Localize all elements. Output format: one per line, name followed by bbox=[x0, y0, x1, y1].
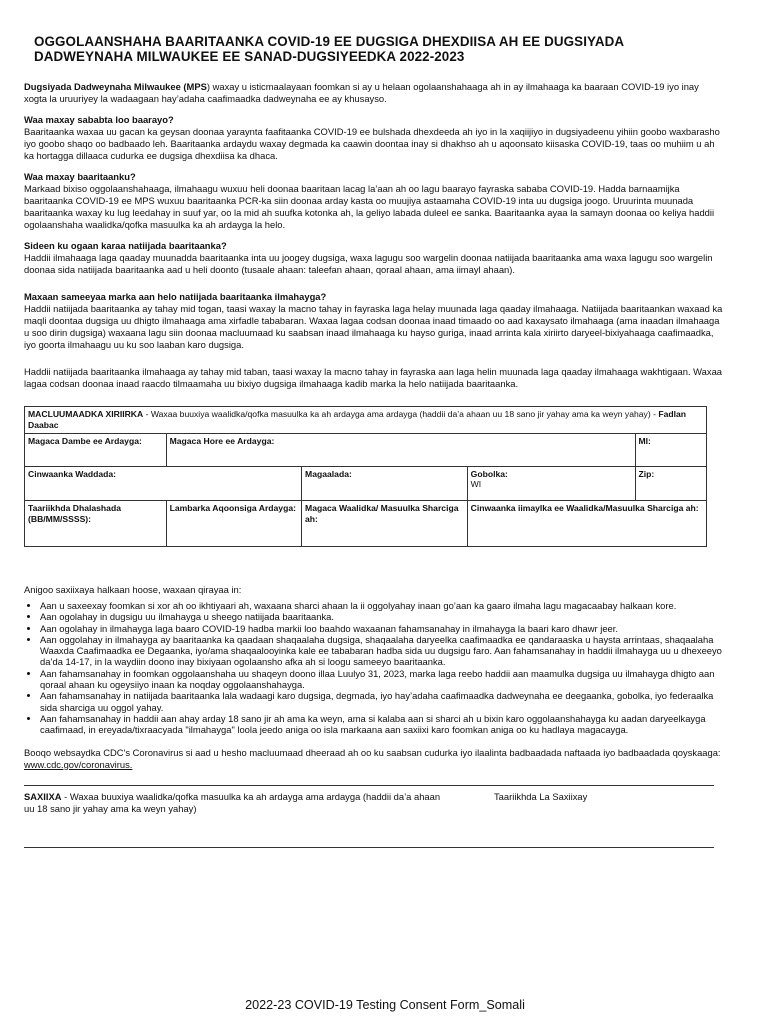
certify-list bbox=[24, 600, 724, 736]
list-item: • Aan u saxeexay foomkan si xor ah oo ikhtiyaari ah, waxaana sharci ahaan la ii oggolyahay inaan go’aan ka gaaro ilmaha lagu magacaabay halkaan kore. bbox=[40, 600, 724, 611]
section-answer: Haddii ilmahaaga laga qaaday muunadda baaritaanka inta uu joogey dugsiga, waxa lagugu soo wargelin doonaa natiijada baaritaanka ama waxa lagugu soo wargelin doonaa sida natiijada baaritaanka aad u heli doonto (tusaale ahaan: taleefan ahaan, qoraal ahaan, ama iimayl ahaan). bbox=[24, 252, 713, 275]
middle-initial-field[interactable]: MI: bbox=[635, 434, 706, 467]
city-field[interactable]: Magaalada: bbox=[302, 467, 468, 501]
signature-row bbox=[24, 791, 724, 815]
section-question: Waa maxay baaritaanku? bbox=[24, 171, 136, 182]
signature-label: SAXIIXA bbox=[24, 790, 62, 802]
form-header-thanks: Fadlan Daabac bbox=[28, 409, 687, 430]
zip-field[interactable]: Zip: bbox=[635, 467, 706, 501]
section-answer: Haddii natiijada baaritaanka ilmahaaga ay tahay mid taban, taasi waxay la macno tahay in fayraska aan laga helin muunada laga qaaday ilmahaaga wakhtigaan. Waxaa lagaa codsan doonaa inaad raacdo tilmaamaha uu bixiyo dugsiga ilmahaaga kadib marka la helo natiijada baaritaanka. bbox=[24, 366, 723, 389]
student-id-field[interactable]: Lambarka Aqoonsiga Ardayga: bbox=[166, 501, 301, 547]
guardian-address-field[interactable]: Cinwaanka iimaylka ee Waalidka/Masuulka Sharciga ah: bbox=[467, 501, 706, 547]
signature-caption bbox=[24, 791, 444, 815]
state-value: WI bbox=[470, 479, 482, 489]
list-item: • Aan fahamsanahay in haddii aan ahay arday 18 sano jir ah ama ka weyn, ama si kalaba aan si sharci ah u bixin karo oggolaanshahayga ku aadan daryeelkayga caafimaad, in ereyada/tixraacyada "ilmahayga" loola jeedo aniga oo isla markaana aan saxiixi karo foomkan aniga oo ku hadlaya magacayga. bbox=[40, 713, 724, 736]
date-of-birth-field[interactable]: Taariikhda Dhalashada (BB/MM/SSSS): bbox=[25, 501, 167, 547]
footer-divider bbox=[24, 847, 714, 848]
cdc-text: Booqo websaydka CDC's Coronavirus si aad u hesho macluumaad dheeraad ah oo ku saabsan cudurka iyo ilaalinta badbaadada naftaada iyo badbaadada qoyskaaga: bbox=[24, 746, 721, 758]
form-header-label: MACLUUMAADKA XIRIIRKA bbox=[28, 409, 144, 419]
list-item: • Aan oggolahay in ilmahayga ay baaritaanka ka qaadaan shaqaalaha dugsiga, shaqaalaha daryeelka caafimaadka ee qandaraaska u haysta arrintaas, shaqaalaha Waaxda Caafimaadka ee Degaanka, iyo/ama shaqaalooyinka kale ee tababaran hadba sida uu dugsigu faro. Aan fahamsanahay in haddii ilmahayga uu u dhexeeyo da’da 14-17, in la waydiin doono inay bixiyaan ogolaansho afka ah si loogu sameeyo baaritaanka. bbox=[40, 634, 724, 668]
street-address-field[interactable]: Cinwaanka Waddada: bbox=[25, 467, 302, 501]
state-field[interactable] bbox=[467, 467, 635, 501]
student-first-name-field[interactable]: Magaca Hore ee Ardayga: bbox=[166, 434, 635, 467]
section-answer: Haddii natiijada baaritaanka ay tahay mid togan, taasi waxay la macno tahay in fayraska laga helay muunada laga qaaday ilmahaaga. Natiijada baaritaankan waxaad ka maqli doontaa dugsiga uu dhigto ilmahaaga ama xirfadle tababaran. Waxaa lagaa codsan doonaa inaad timaado oo aad kaxaysato ilmahaaga (ama inaadan ilmahaaga u soo dirin dugsiga) waxaana lagu siin doonaa macluumaad ku saabsan inaad ilmahaaga ku hayso guriga, inaad arrinta kala xiriirto daryeel-bixiyahaaga caafimaadka, iyo goorta ilmahaagu uu ku soo laaban karo dugsiga. bbox=[24, 303, 723, 350]
page-title: OGGOLAANSHAHA BAARITAANKA COVID-19 EE DUGSIGA DHEXDIISA AH EE DUGSIYADA DADWEYNAHA MILWAUKEE EE SANAD-DUGSIYEEDKA 2022-2023 bbox=[34, 34, 624, 64]
intro-org: Dugsiyada Dadweynaha Milwaukee (MPS bbox=[24, 81, 207, 92]
date-signed-label: Taariikhda La Saxiixay bbox=[494, 790, 588, 802]
section-answer: Baaritaanka waxaa uu gacan ka geysan doonaa yaraynta faafitaanka COVID-19 ee bulshada dhexdeeda ah iyo in la xaqiijiyo in dugsiyadeenu yihiin goobo waxbarasho iyo goobo shaqo oo badbaado leh. Baaritaanka ardaydu waxay degmada ka caawin doontaa inay si dhakhso ah u aqoonsato kiisaska COVID-19, taas oo muhiim u ah ka hortagga dillaaca cudurka ee dugsiga dhexdiisa ka dhaca. bbox=[24, 126, 720, 161]
list-item: • Aan fahamsanahay in foomkan oggolaanshaha uu shaqeyn doono illaa Luulyo 31, 2023, marka laga reebo haddii aan maamulka dugsiga uu ilmahayga dhigto aan qoraal ahaan ku ogeysiiyo inaan ka noqday oggolaanshahayga. bbox=[40, 668, 724, 691]
cdc-paragraph bbox=[24, 747, 724, 771]
intro-paragraph bbox=[24, 81, 724, 105]
state-label: Gobolka: bbox=[470, 469, 508, 479]
guardian-name-field[interactable]: Magaca Waalidka/ Masuulka Sharciga ah: bbox=[302, 501, 468, 547]
document-page bbox=[24, 34, 724, 848]
student-last-name-field[interactable]: Magaca Dambe ee Ardayga: bbox=[25, 434, 167, 467]
footer-title: 2022-23 COVID-19 Testing Consent Form_Somali bbox=[245, 998, 525, 1012]
contact-info-form bbox=[24, 406, 707, 547]
cdc-link[interactable]: www.cdc.gov/coronavirus. bbox=[24, 758, 133, 770]
form-header-text: - Waxaa buuxiya waalidka/qofka masuulka ka ah ardayga ama ardayga (haddii da’a ahaan uu 18 sano jir yahay ama ka weyn yahay) - bbox=[143, 409, 659, 419]
form-header bbox=[25, 407, 707, 434]
section-question: Waa maxay sababta loo baarayo? bbox=[24, 114, 174, 125]
section-answer: Markaad bixiso oggolaanshahaaga, ilmahaagu wuxuu heli doonaa baaritaan lacag la’aan ah oo lagu baarayo fayraska sababa COVID-19. Hadda barnaamijka baaritaanka COVID-19 ee MPS wuxuu baaritaanka PCR-ka siin doonaa arday kasta oo muujiya astaamaha COVID-19 inta uu dugsiga joogo. Uruurinta muunada baaritaanka waxay ku lug leedahay in suuf yar, oo la mid ah suufka kotonka ah, la geliyo labada duleel ee sanka. Baaritaanka ayaa la samayn doonaa oo keliya haddii ogolaanshaha waalidka/qofka masuulka ka ah ardayga la helo. bbox=[24, 183, 715, 230]
list-item: • Aan ogolahay in dugsigu uu ilmahayga u sheego natiijada baaritaanka. bbox=[40, 611, 724, 622]
certify-intro: Anigoo saxiixaya halkaan hoose, waxaan qirayaa in: bbox=[24, 584, 242, 595]
list-item: • Aan fahamsanahay in natiijada baaritaanka lala wadaagi karo dugsiga, degmada, iyo hay’adaha caafimaadka dadweynaha ee deegaanka, gobolka, iyo federaalka sida sharciga uu oggol yahay. bbox=[40, 690, 724, 713]
section-question: Sideen ku ogaan karaa natiijada baaritaanka? bbox=[24, 240, 227, 251]
intro-text: ) waxay u isticmaalayaan foomkan si ay u helaan ogolaanshahaaga ah in ay ilmahaaga ka baaraan COVID-19 iyo inay xogta la uruuriyey la wadaagaan hay’adaha caafimaadka dadweynaha ee ay khusayso. bbox=[24, 81, 699, 104]
section-question: Maxaan sameeyaa marka aan helo natiijada baaritaanka ilmahayga? bbox=[24, 291, 327, 302]
signature-text: - Waxaa buuxiya waalidka/qofka masuulka ka ah ardayga ama ardayga (haddii da’a ahaan uu 18 sano jir yahay ama ka weyn yahay) bbox=[24, 790, 441, 814]
signature-line[interactable] bbox=[24, 785, 714, 786]
list-item: • Aan ogolahay in ilmahayga laga baaro COVID-19 hadba markii loo baahdo waxaanan fahamsanahay in ilmahayga la baari karo dhawr jeer. bbox=[40, 623, 724, 634]
